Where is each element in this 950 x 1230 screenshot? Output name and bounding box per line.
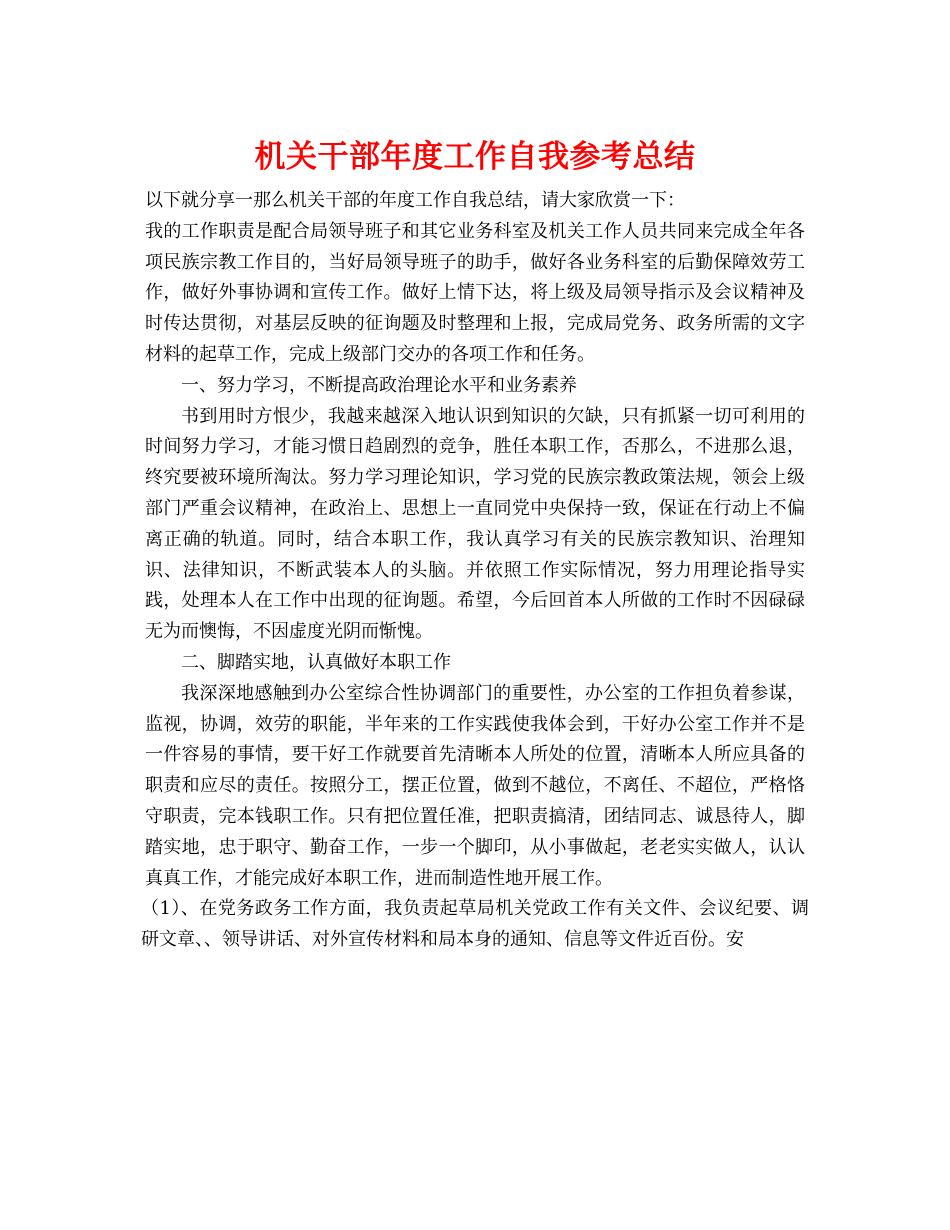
document-page [141, 128, 809, 956]
section-heading-1: 一、努力学习，不断提高政治理论水平和业务素养 [181, 374, 577, 396]
section-heading-2: 二、脚踏实地，认真做好本职工作 [181, 651, 451, 673]
party-affairs-paragraph: （1）、在党务政务工作方面，我负责起草局机关党政工作有关文件、会议纪要、调研文章、、领导讲话、对外宣传材料和局本身的通知、信息等文件近百份。安 [141, 898, 809, 951]
study-paragraph: 书到用时方恨少，我越来越深入地认识到知识的欠缺，只有抓紧一切可利用的时间努力学习，才能习惯日趋剧烈的竞争，胜任本职工作，否那么，不进那么退，终究要被环境所淘汰。努力学习理论知识，学习党的民族宗教政策法规，领会上级部门严重会议精神，在政治上、思想上一直同党中央保持一致，保证在行动上不偏离正确的轨道。同时，结合本职工作，我认真学习有关的民族宗教知识、治理知识、法律知识，不断武装本人的头脑。并依照工作实际情况，努力用理论指导实践，处理本人在工作中出现的征询题。希望，今后回首本人所做的工作时不因碌碌无为而懊悔，不因虚度光阴而惭愧。 [145, 405, 805, 643]
work-paragraph: 我深深地感触到办公室综合性协调部门的重要性，办公室的工作担负着参谋，监视，协调，效劳的职能，半年来的工作实践使我体会到，干好办公室工作并不是一件容易的事情，要干好工作就要首先清晰本人所处的位置，清晰本人所应具备的职责和应尽的责任。按照分工，摆正位置，做到不越位，不离任、不超位，严格恪守职责，完本钱职工作。只有把位置任准，把职责搞清，团结同志、诚恳待人，脚踏实地，忠于职守、勤奋工作，一步一个脚印，从小事做起，老老实实做人，认认真真工作，才能完成好本职工作，进而制造性地开展工作。 [145, 682, 805, 889]
intro-paragraph: 以下就分享一那么机关干部的年度工作自我总结，请大家欣赏一下： [145, 190, 685, 211]
duties-paragraph: 我的工作职责是配合局领导班子和其它业务科室及机关工作人员共同来完成全年各项民族宗教工作目的，当好局领导班子的助手，做好各业务科室的后勤保障效劳工作，做好外事协调和宣传工作。做好上情下达，将上级及局领导指示及会议精神及时传达贯彻，对基层反映的征询题及时整理和上报，完成局党务、政务所需的文字材料的起草工作，完成上级部门交办的各项工作和任务。 [145, 220, 805, 365]
document-title: 机关干部年度工作自我参考总结 [254, 139, 696, 175]
